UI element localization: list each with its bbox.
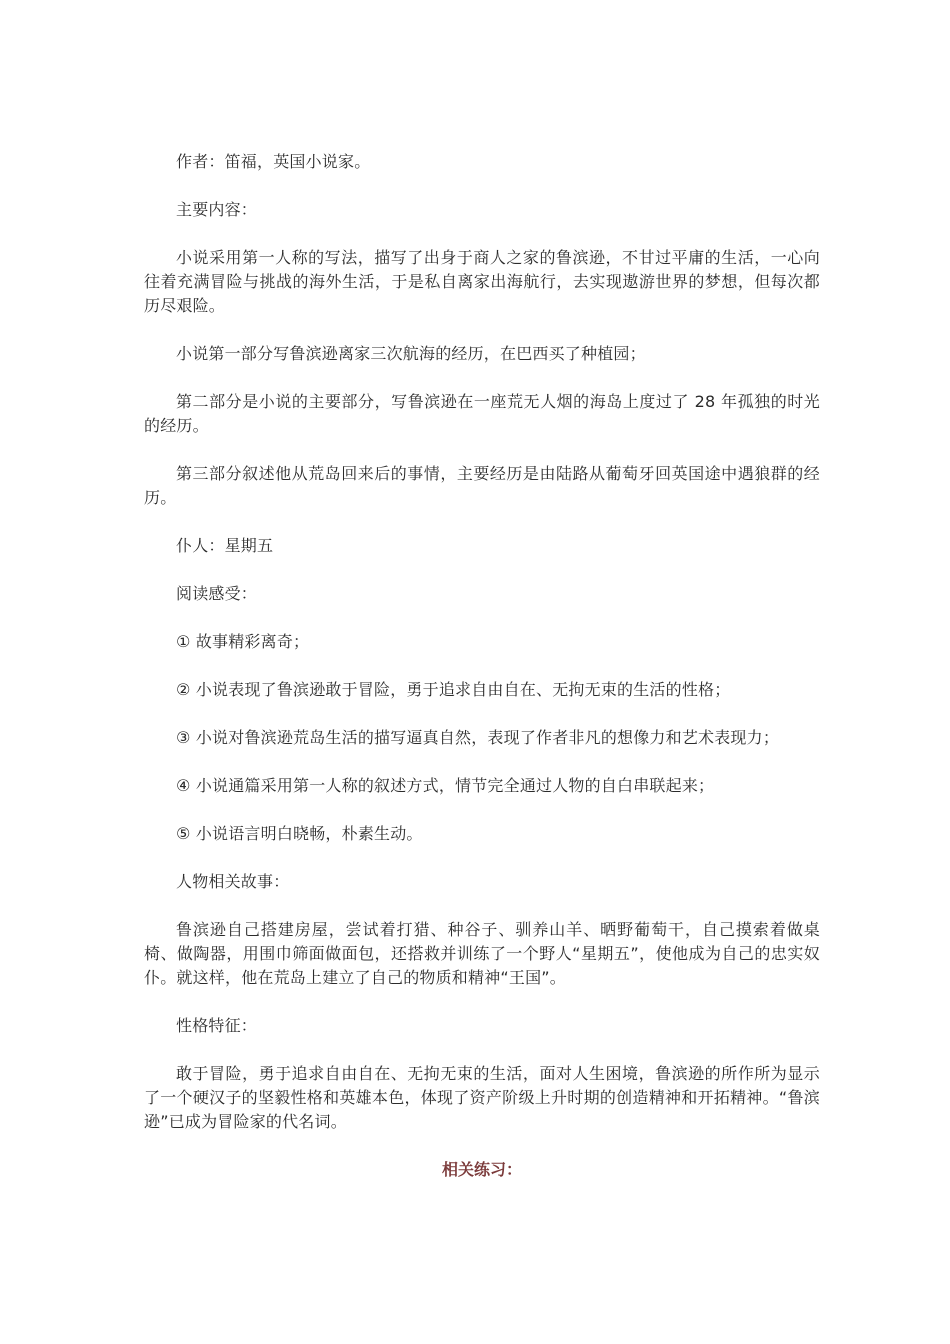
feeling-item-1: ① 故事精彩离奇；: [176, 632, 310, 651]
part-one-paragraph: 小说第一部分写鲁滨逊离家三次航海的经历，在巴西买了种植园；: [176, 344, 646, 363]
part-three-paragraph: 第三部分叙述他从荒岛回来后的事情，主要经历是由陆路从葡萄牙回英国途中遇狼群的经历。: [144, 464, 820, 507]
reading-feelings-label: 阅读感受：: [176, 584, 258, 603]
feeling-item-4: ④ 小说通篇采用第一人称的叙述方式，情节完全通过人物的自白串联起来；: [176, 776, 715, 795]
main-content-label: 主要内容：: [176, 200, 258, 219]
personality-paragraph: 敢于冒险，勇于追求自由自在、无拘无束的生活，面对人生困境，鲁滨逊的所作所为显示了一个硬汉子的坚毅性格和英雄本色，体现了资产阶级上升时期的创造精神和开拓精神。“鲁滨逊”已成为冒险家的代名词。: [144, 1064, 820, 1131]
feeling-item-5: ⑤ 小说语言明白晓畅，朴素生动。: [176, 824, 423, 843]
summary-paragraph: 小说采用第一人称的写法，描写了出身于商人之家的鲁滨逊，不甘过平庸的生活，一心向往着充满冒险与挑战的海外生活，于是私自离家出海航行，去实现遨游世界的梦想，但每次都历尽艰险。: [144, 248, 820, 315]
feeling-item-3: ③ 小说对鲁滨逊荒岛生活的描写逼真自然，表现了作者非凡的想像力和艺术表现力；: [176, 728, 780, 747]
related-exercises-heading: 相关练习：: [441, 1160, 522, 1179]
author-line: 作者：笛福，英国小说家。: [176, 152, 371, 171]
character-stories-paragraph: 鲁滨逊自己搭建房屋，尝试着打猎、种谷子、驯养山羊、晒野葡萄干，自己摸索着做桌椅、做陶器，用围巾筛面做面包，还搭救并训练了一个野人“星期五”，使他成为自己的忠实奴仆。就这样，他在荒岛上建立了自己的物质和精神“王国”。: [144, 920, 820, 987]
document-page: [144, 150, 820, 1182]
personality-label: 性格特征：: [176, 1016, 258, 1035]
servant-line: 仆人：星期五: [176, 536, 274, 555]
character-stories-label: 人物相关故事：: [176, 872, 290, 891]
feeling-item-2: ② 小说表现了鲁滨逊敢于冒险，勇于追求自由自在、无拘无束的生活的性格；: [176, 680, 731, 699]
part-two-paragraph: 第二部分是小说的主要部分，写鲁滨逊在一座荒无人烟的海岛上度过了 28 年孤独的时光的经历。: [144, 392, 820, 435]
